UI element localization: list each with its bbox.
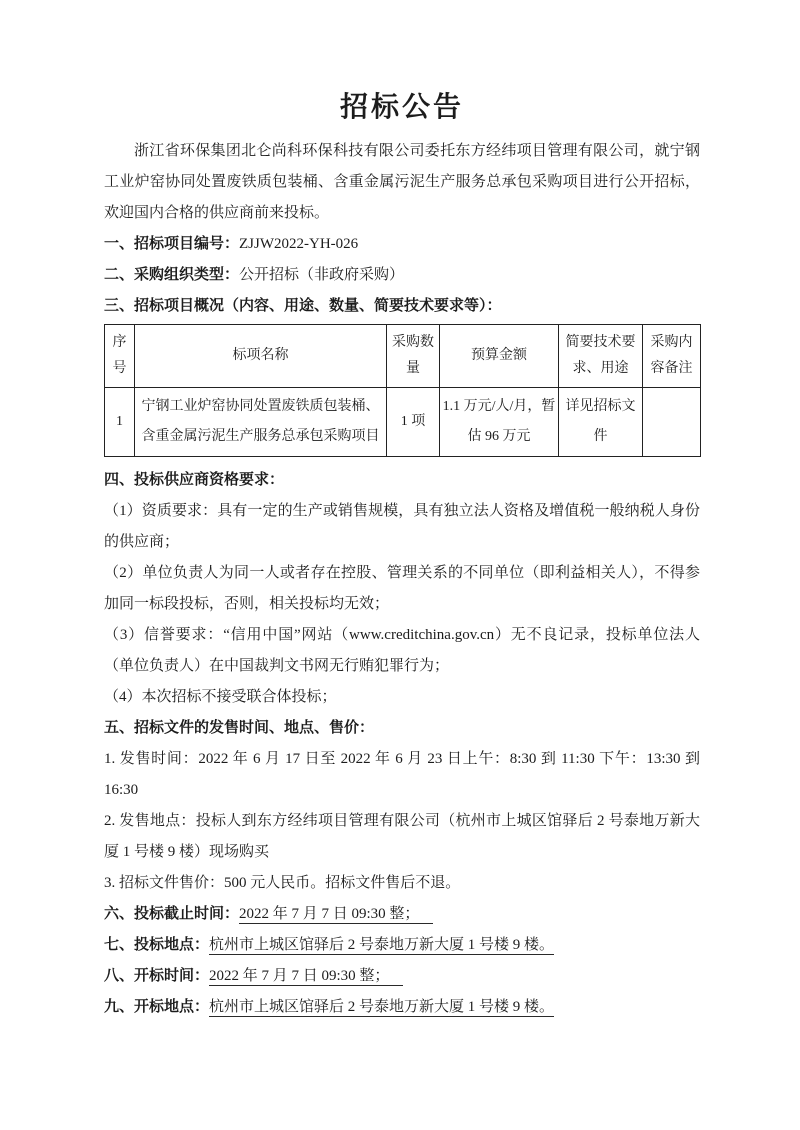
table-header-note: 采购内容备注 (643, 325, 701, 388)
section-heading-project-number (104, 229, 700, 260)
section-heading-procurement-type (104, 260, 700, 291)
section-label: 八、开标时间： (104, 968, 210, 984)
section-heading-bid-deadline (104, 899, 700, 930)
sale-price: 3. 招标文件售价：500 元人民币。招标文件售后不退。 (104, 875, 461, 891)
cell-budget: 1.1 万元/人/月，暂估 96 万元 (440, 388, 559, 457)
cell-tech-req: 详见招标文件 (559, 388, 643, 457)
section-heading-opening-time (104, 961, 700, 992)
section-heading-opening-location (104, 992, 700, 1023)
qualification-item-4: （4）本次招标不接受联合体投标； (104, 689, 337, 705)
opening-location-value: 杭州市上城区馆驿后 2 号泰地万新大厦 1 号楼 9 楼。 (209, 999, 555, 1015)
section-label: 三、招标项目概况（内容、用途、数量、简要技术要求等）： (104, 298, 502, 314)
project-overview-table (104, 324, 701, 457)
qualification-item-2: （2）单位负责人为同一人或者存在控股、管理关系的不同单位（即利益相关人），不得参加同一标段投标，否则，相关投标均无效； (104, 565, 700, 612)
table-row (105, 388, 701, 457)
table-header-seq: 序号 (105, 325, 135, 388)
section-label: 四、投标供应商资格要求： (104, 472, 285, 488)
section-label: 二、采购组织类型： (104, 267, 240, 283)
table-header-budget: 预算金额 (440, 325, 559, 388)
table-header-row (105, 325, 701, 388)
cell-note (643, 388, 701, 457)
page-title: 招标公告 (339, 92, 464, 123)
section-value: 公开招标（非政府采购） (239, 267, 405, 283)
sale-location: 2. 发售地点：投标人到东方经纬项目管理有限公司（杭州市上城区馆驿后 2 号泰地万新大厦 1 号楼 9 楼）现场购买 (104, 813, 700, 860)
section-heading-project-overview (104, 291, 700, 322)
cell-item-name: 宁钢工业炉窑协同处置废铁质包装桶、含重金属污泥生产服务总承包采购项目 (135, 388, 387, 457)
section-label: 六、投标截止时间： (104, 906, 240, 922)
intro-paragraph: 浙江省环保集团北仑尚科环保科技有限公司委托东方经纬项目管理有限公司，就宁钢工业炉窑协同处置废铁质包装桶、含重金属污泥生产服务总承包采购项目进行公开招标，欢迎国内合格的供应商前来投标。 (104, 143, 700, 221)
section-label: 九、开标地点： (104, 999, 210, 1015)
section-heading-bid-location (104, 930, 700, 961)
qualification-item-1: （1）资质要求：具有一定的生产或销售规模，具有独立法人资格及增值税一般纳税人身份的供应商； (104, 503, 700, 550)
cell-seq: 1 (105, 388, 135, 457)
bid-deadline-value: 2022 年 7 月 7 日 09:30 整； (239, 906, 433, 924)
table-header-quantity: 采购数量 (387, 325, 440, 388)
sale-time: 1. 发售时间：2022 年 6 月 17 日至 2022 年 6 月 23 日上午：8:30 到 11:30 下午：13:30 到 16:30 (104, 751, 700, 798)
section-value: ZJJW2022-YH-026 (239, 236, 359, 252)
qualification-item-3: （3）信誉要求：“信用中国”网站（www.creditchina.gov.cn）无不良记录，投标单位法人（单位负责人）在中国裁判文书网无行贿犯罪行为； (104, 627, 700, 674)
cell-quantity: 1 项 (387, 388, 440, 457)
section-label: 五、招标文件的发售时间、地点、售价： (104, 720, 375, 736)
table-header-tech-req: 简要技术要求、用途 (559, 325, 643, 388)
table-header-item-name: 标项名称 (135, 325, 387, 388)
section-heading-qualification (104, 465, 700, 496)
section-label: 七、投标地点： (104, 937, 210, 953)
section-label: 一、招标项目编号： (104, 236, 240, 252)
bid-location-value: 杭州市上城区馆驿后 2 号泰地万新大厦 1 号楼 9 楼。 (209, 937, 555, 953)
section-heading-sale-info (104, 713, 700, 744)
opening-time-value: 2022 年 7 月 7 日 09:30 整； (209, 968, 403, 986)
